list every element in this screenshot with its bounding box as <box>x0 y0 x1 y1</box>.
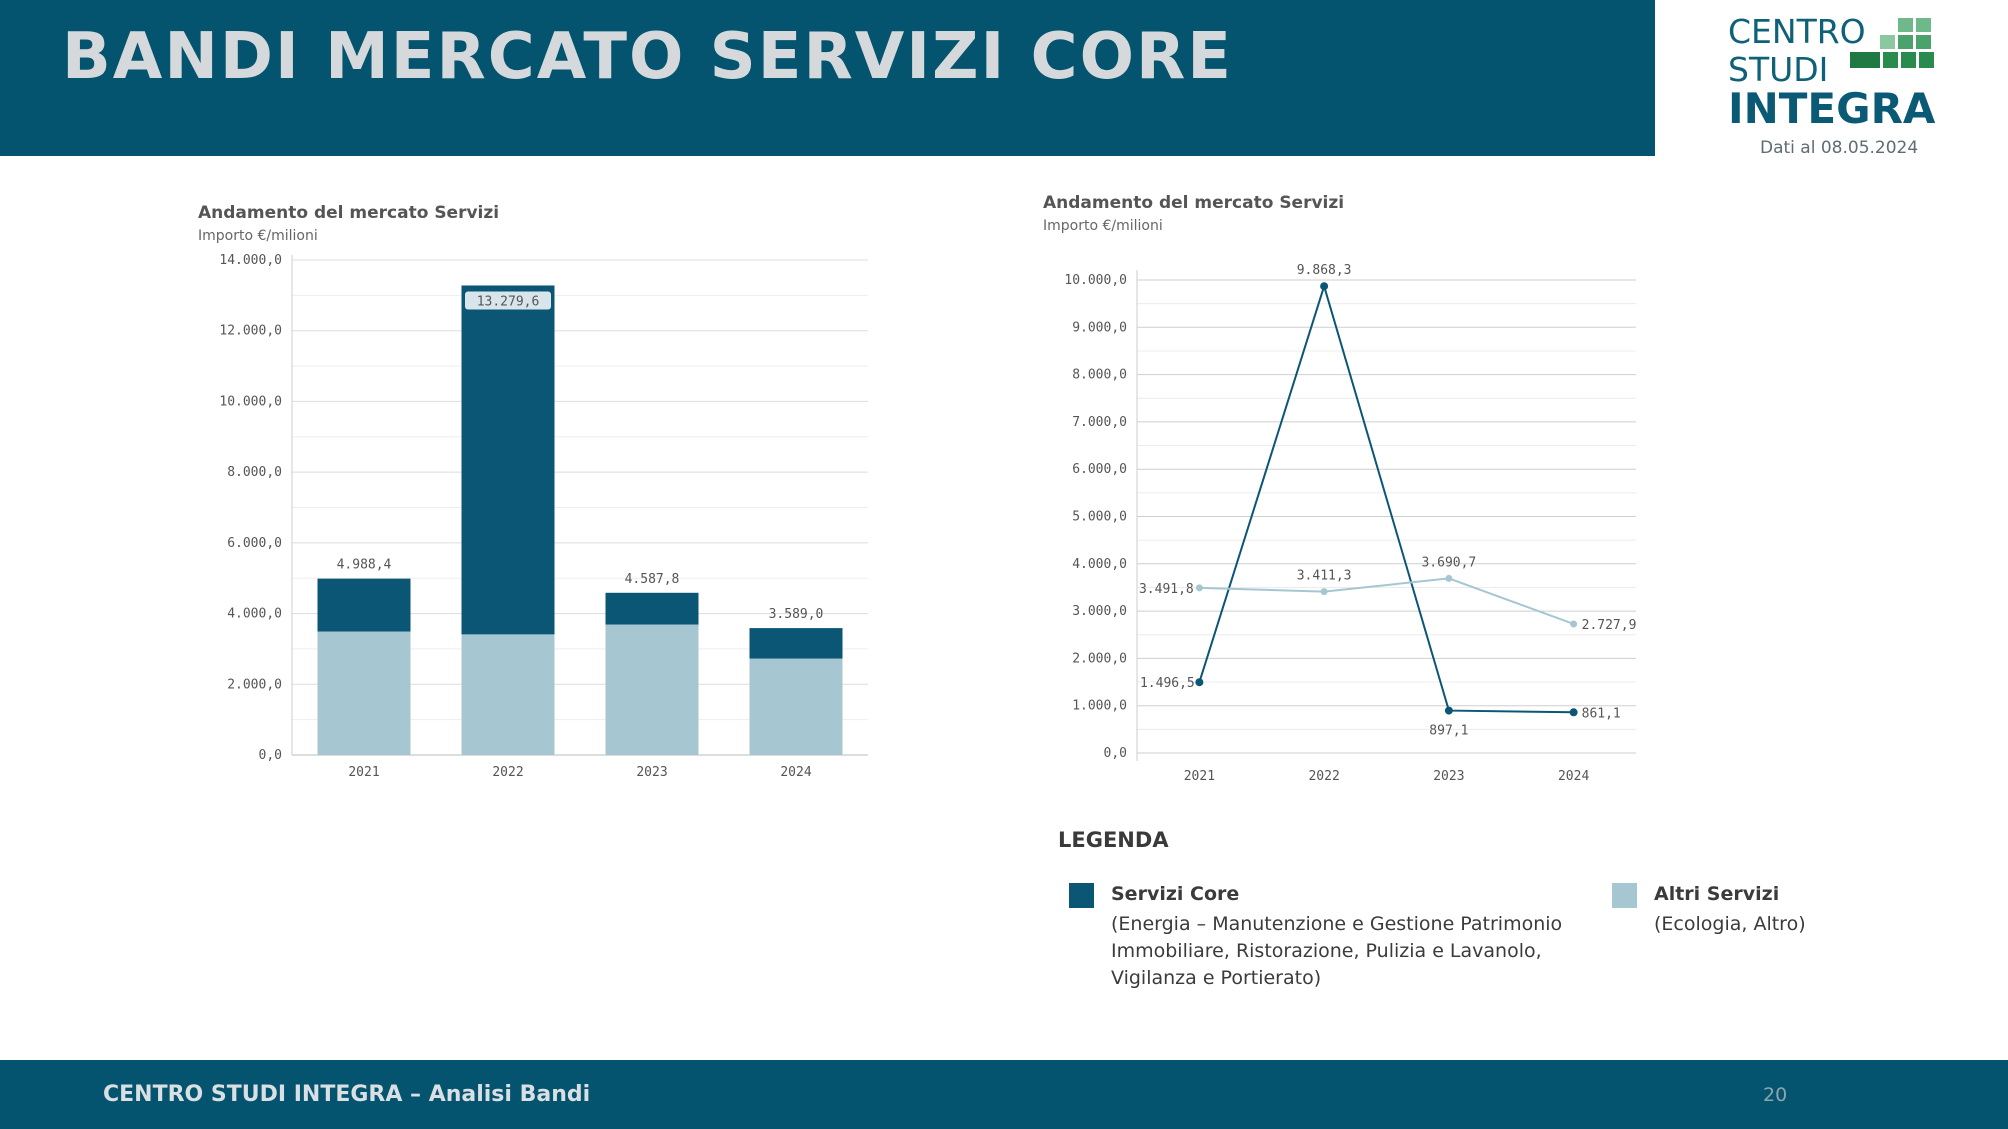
y-tick-label: 10.000,0 <box>219 394 282 410</box>
bar-chart-title: Andamento del mercato Servizi <box>198 203 500 223</box>
x-tick-label: 2022 <box>492 765 524 780</box>
legend-desc-servizi-core <box>1111 911 1562 992</box>
logo-line-3: INTEGRA <box>1728 84 1936 133</box>
bar-segment-altri-servizi <box>318 632 411 755</box>
data-label-servizi-core: 897,1 <box>1429 723 1469 739</box>
line-chart-title: Andamento del mercato Servizi <box>1043 193 1345 213</box>
line-chart-subtitle: Importo €/milioni <box>1043 218 1163 234</box>
data-label-servizi-core: 9.868,3 <box>1296 263 1352 279</box>
data-point-servizi-core <box>1445 707 1453 715</box>
total-value-label: 4.988,4 <box>336 557 392 573</box>
data-label-altri-servizi: 3.690,7 <box>1421 555 1477 571</box>
y-tick-label: 2.000,0 <box>227 677 282 693</box>
altri-servizi-swatch <box>1612 883 1637 908</box>
page-title: BANDI MERCATO SERVIZI CORE <box>62 20 1233 94</box>
footer-bar <box>0 1060 2008 1129</box>
data-label-servizi-core: 861,1 <box>1581 706 1621 722</box>
legend-item-altri-servizi <box>1612 883 1872 953</box>
total-value-label: 4.587,8 <box>624 571 680 587</box>
y-tick-label: 6.000,0 <box>1072 462 1127 478</box>
legend-desc-altri-servizi <box>1654 911 1806 938</box>
y-tick-label: 3.000,0 <box>1072 604 1127 620</box>
data-label-altri-servizi: 3.491,8 <box>1138 581 1194 597</box>
x-tick-label: 2024 <box>1557 769 1590 784</box>
y-tick-label: 10.000,0 <box>1064 273 1127 288</box>
total-value-label: 13.279,6 <box>476 294 540 310</box>
footer-text: CENTRO STUDI INTEGRA – Analisi Bandi <box>103 1082 591 1107</box>
bar-segment-servizi-core <box>462 285 555 634</box>
y-tick-label: 4.000,0 <box>227 606 282 622</box>
y-tick-label: 0,0 <box>258 748 282 763</box>
data-point-altri-servizi <box>1570 620 1577 627</box>
y-tick-label: 0,0 <box>1103 746 1127 761</box>
y-tick-label: 1.000,0 <box>1072 698 1127 714</box>
bar-chart-subtitle: Importo €/milioni <box>198 228 318 244</box>
x-tick-label: 2021 <box>348 765 380 780</box>
y-tick-label: 5.000,0 <box>1072 509 1127 525</box>
series-line-servizi-core <box>1199 286 1573 712</box>
line-chart <box>1035 185 1675 785</box>
data-label-altri-servizi: 3.411,3 <box>1296 568 1352 584</box>
data-point-altri-servizi <box>1196 584 1203 591</box>
y-tick-label: 6.000,0 <box>227 535 282 551</box>
bar-chart <box>190 195 890 795</box>
centro-studi-integra-logo <box>1700 0 2000 160</box>
logo-line-2: STUDI <box>1728 50 1829 89</box>
data-label-servizi-core: 1.496,5 <box>1139 676 1195 692</box>
bar-segment-altri-servizi <box>750 659 843 755</box>
data-point-servizi-core <box>1320 282 1328 290</box>
y-tick-label: 4.000,0 <box>1072 556 1127 572</box>
series-line-altri-servizi <box>1199 578 1573 624</box>
y-tick-label: 12.000,0 <box>219 323 282 339</box>
y-tick-label: 9.000,0 <box>1072 320 1127 336</box>
data-label-altri-servizi: 2.727,9 <box>1581 617 1637 633</box>
data-point-servizi-core <box>1570 708 1578 716</box>
x-tick-label: 2023 <box>1433 769 1465 784</box>
legend-item-servizi-core <box>1069 883 1589 1003</box>
y-tick-label: 8.000,0 <box>227 465 282 481</box>
data-date: Dati al 08.05.2024 <box>1760 138 1919 158</box>
logo-blocks-icon <box>1850 18 1938 84</box>
legend-title: LEGENDA <box>1058 828 1169 852</box>
legend-desc-line: Vigilanza e Portierato) <box>1111 967 1322 989</box>
x-tick-label: 2022 <box>1308 769 1340 784</box>
data-point-servizi-core <box>1195 678 1203 686</box>
legend-desc-line: (Ecologia, Altro) <box>1654 913 1806 935</box>
y-tick-label: 14.000,0 <box>219 253 282 268</box>
servizi-core-swatch <box>1069 883 1094 908</box>
total-value-label: 3.589,0 <box>768 607 824 623</box>
y-tick-label: 2.000,0 <box>1072 651 1127 667</box>
legend-name-altri-servizi: Altri Servizi <box>1654 883 1780 905</box>
logo-line-1: CENTRO <box>1728 12 1866 51</box>
header-bar <box>0 0 1655 156</box>
legend-name-servizi-core: Servizi Core <box>1111 883 1240 905</box>
bar-segment-servizi-core <box>318 579 411 632</box>
bar-segment-servizi-core <box>750 628 843 658</box>
y-tick-label: 7.000,0 <box>1072 414 1127 430</box>
bar-segment-altri-servizi <box>462 634 555 755</box>
bar-segment-servizi-core <box>606 593 699 625</box>
x-tick-label: 2021 <box>1183 769 1216 784</box>
bar-segment-altri-servizi <box>606 625 699 755</box>
legend-desc-line: (Energia – Manutenzione e Gestione Patrimonio <box>1111 913 1563 935</box>
y-tick-label: 8.000,0 <box>1072 367 1127 383</box>
x-tick-label: 2024 <box>780 765 812 780</box>
page-number: 20 <box>1763 1084 1788 1106</box>
x-tick-label: 2023 <box>636 765 668 780</box>
data-point-altri-servizi <box>1445 575 1452 582</box>
data-point-altri-servizi <box>1321 588 1328 595</box>
legend-desc-line: Immobiliare, Ristorazione, Pulizia e Lavanolo, <box>1111 940 1542 962</box>
